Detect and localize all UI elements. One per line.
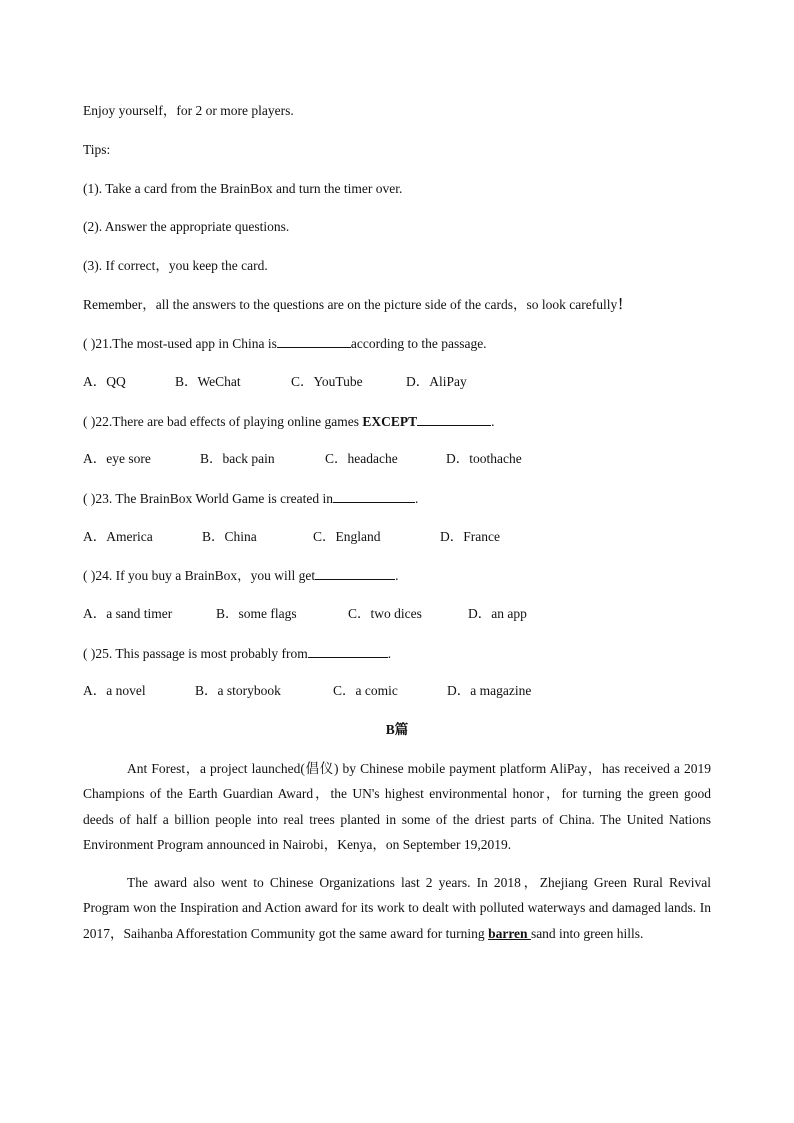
answer-blank: [308, 644, 388, 658]
paragraph-2-text-end: sand into green hills.: [530, 925, 644, 941]
option-b: B．back pain: [200, 451, 275, 466]
option-b: B．a storybook: [195, 683, 281, 698]
option-b: B．China: [202, 529, 257, 544]
option-d: D．an app: [468, 606, 527, 621]
question-text: 24. If you buy a BrainBox，you will get: [95, 568, 316, 583]
option-c: C．two dices: [348, 606, 422, 621]
question-23: [83, 489, 418, 508]
option-a: A．a sand timer: [83, 606, 173, 621]
question-text-end: .: [395, 568, 399, 583]
question-text: 23. The BrainBox World Game is created in: [95, 491, 333, 506]
option-a: A．QQ: [83, 374, 126, 389]
keyword-barren: barren: [488, 925, 531, 941]
answer-blank: [417, 412, 491, 426]
question-keyword: EXCEPT: [362, 414, 418, 429]
paragraph-2: [83, 870, 711, 946]
answer-blank: [315, 566, 395, 580]
option-a: A．America: [83, 529, 153, 544]
option-c: C．a comic: [333, 683, 398, 698]
answer-paren: ( ): [83, 414, 96, 429]
remember-exclaim: ！: [617, 297, 631, 312]
tip-3: (3). If correct，you keep the card.: [83, 258, 268, 273]
paragraph-1: Ant Forest，a project launched(倡仪) by Chinese mobile payment platform AliPay，has received a 2019 Champions of the Earth Guardian Award，the UN's highest environmental honor，for turning the green good deeds of half a billion people into real trees planted in some of the driest parts of China. The United Nations Environment Program announced in Nairobi，Kenya，on September 19,2019.: [83, 761, 711, 852]
option-d: D．a magazine: [447, 683, 532, 698]
question-text-end: .: [414, 491, 419, 506]
remember-line: [83, 296, 631, 314]
tips-label: Tips:: [83, 142, 111, 157]
option-d: D．toothache: [446, 451, 522, 466]
option-c: C．England: [313, 529, 381, 544]
paragraph-2-text: The award also went to Chinese Organizations last 2 years. In 2018，Zhejiang Green Rural Revival Program won the Inspiration and Action award for its work to dealt with polluted waterways and damaged lands. In 2017，Saihanba Afforestation Community got the same award for turning: [83, 875, 711, 941]
question-text: 25. This passage is most probably from: [95, 646, 308, 661]
option-b: B．some flags: [216, 606, 297, 621]
answer-paren: ( ): [83, 336, 96, 351]
answer-paren: ( ): [83, 491, 96, 506]
option-d: D．France: [440, 529, 500, 544]
intro-enjoy: Enjoy yourself，for 2 or more players.: [83, 103, 294, 118]
tip-2: (2). Answer the appropriate questions.: [83, 219, 290, 234]
question-text-end: .: [387, 646, 392, 661]
question-25: [83, 644, 391, 663]
option-a: A．a novel: [83, 683, 146, 698]
answer-blank: [277, 334, 351, 348]
question-21: [83, 334, 487, 353]
option-c: C．headache: [325, 451, 398, 466]
question-22: [83, 412, 495, 431]
tip-1: (1). Take a card from the BrainBox and turn the timer over.: [83, 181, 403, 196]
answer-paren: ( ): [83, 646, 96, 661]
option-b: B．WeChat: [175, 374, 241, 389]
option-a: A．eye sore: [83, 451, 151, 466]
question-text: 21.The most-used app in China is: [95, 336, 277, 351]
answer-blank: [333, 489, 415, 503]
question-text-end: .: [491, 414, 495, 429]
question-24: [83, 566, 398, 585]
question-text: 22.There are bad effects of playing online games: [95, 414, 363, 429]
remember-text: Remember，all the answers to the questions are on the picture side of the cards，so look carefully: [83, 297, 618, 312]
answer-paren: ( ): [83, 568, 96, 583]
section-title: B篇: [385, 722, 409, 737]
option-c: C．YouTube: [291, 374, 363, 389]
question-text-end: according to the passage.: [350, 336, 487, 351]
option-d: D．AliPay: [406, 374, 467, 389]
